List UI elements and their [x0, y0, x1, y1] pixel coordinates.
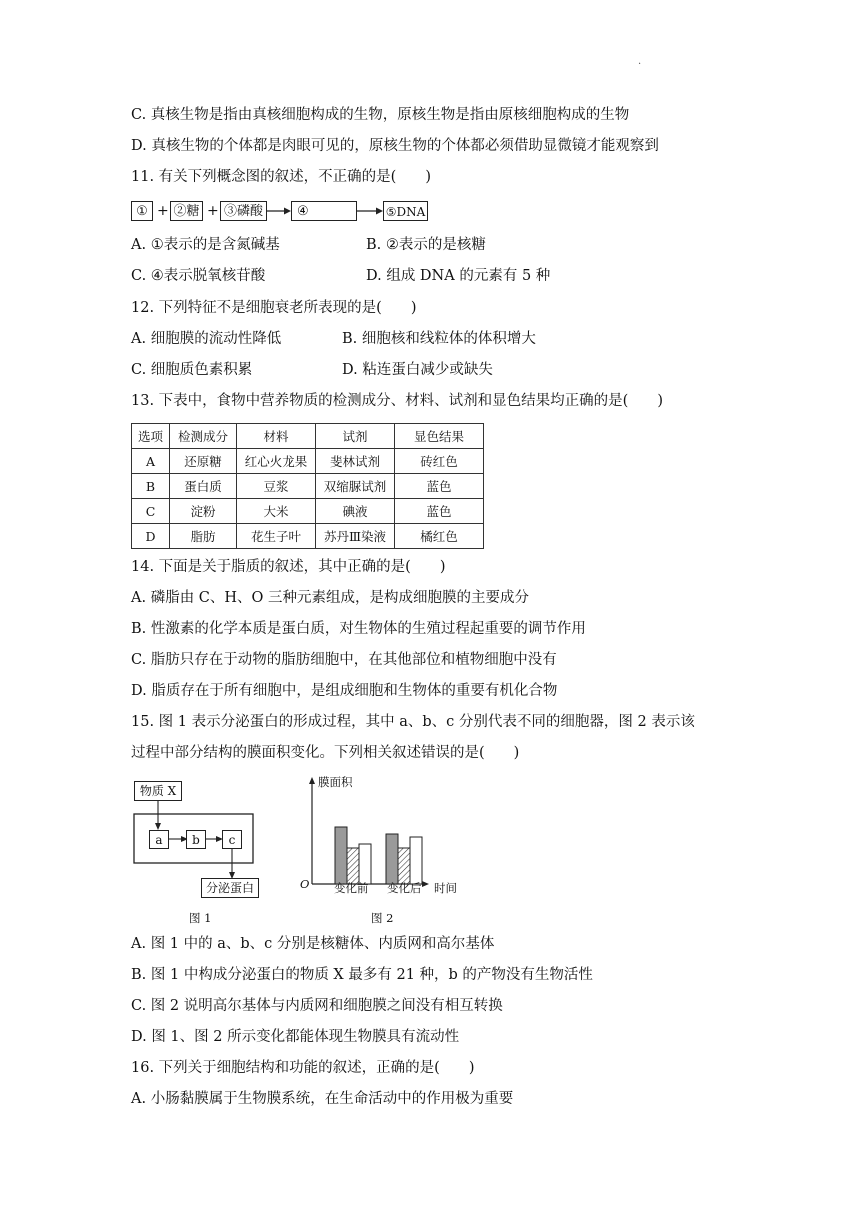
category-after: 变化后	[387, 881, 422, 895]
concept-box-2: ②糖	[170, 201, 203, 221]
table-row	[132, 449, 484, 474]
q14-stem: 14. 下面是关于脂质的叙述，其中正确的是( )	[131, 559, 446, 575]
table-cell: 豆浆	[237, 474, 316, 499]
x-axis-arrow	[422, 881, 429, 887]
q16-option-a: A. 小肠黏膜属于生物膜系统，在生命活动中的作用极为重要	[131, 1091, 514, 1107]
table-cell: 蓝色	[395, 499, 484, 524]
table-header-cell: 选项	[132, 424, 170, 449]
table-cell: 双缩脲试剂	[316, 474, 395, 499]
y-axis-label: 膜面积	[318, 775, 353, 789]
q15-option-b: B. 图 1 中构成分泌蛋白的物质 X 最多有 21 种，b 的产物没有生物活性	[131, 967, 593, 983]
q14-option-b: B. 性激素的化学本质是蛋白质，对生物体的生殖过程起重要的调节作用	[131, 621, 586, 637]
q13-table	[131, 423, 484, 549]
q11-option-c: C. ④表示脱氧核苷酸	[131, 268, 266, 284]
table-row	[132, 524, 484, 549]
q13-stem: 13. 下表中，食物中营养物质的检测成分、材料、试剂和显色结果均正确的是( )	[131, 393, 663, 409]
concept-box-4: ④	[291, 201, 357, 221]
q15-stem-line2: 过程中部分结构的膜面积变化。下列相关叙述错误的是( )	[131, 745, 520, 761]
bar-after-er	[386, 834, 398, 884]
table-cell: C	[132, 499, 170, 524]
table-cell: 蛋白质	[170, 474, 237, 499]
q15-option-d: D. 图 1、图 2 所示变化都能体现生物膜具有流动性	[131, 1029, 460, 1045]
q14-option-a: A. 磷脂由 C、H、O 三种元素组成，是构成细胞膜的主要成分	[131, 590, 530, 606]
bar-after-golgi	[398, 848, 410, 884]
q12-option-b: B. 细胞核和线粒体的体积增大	[342, 331, 536, 347]
header-mark: .	[638, 56, 642, 67]
q12-stem: 12. 下列特征不是细胞衰老所表现的是( )	[131, 300, 417, 316]
q11-option-d: D. 组成 DNA 的元素有 5 种	[366, 268, 551, 284]
table-cell: B	[132, 474, 170, 499]
table-cell: 苏丹Ⅲ染液	[316, 524, 395, 549]
organelle-a: a	[149, 830, 169, 849]
table-cell: 砖红色	[395, 449, 484, 474]
category-before: 变化前	[334, 881, 369, 895]
q14-option-c: C. 脂肪只存在于动物的脂肪细胞中，在其他部位和植物细胞中没有	[131, 652, 557, 668]
secreted-protein-box: 分泌蛋白	[201, 878, 259, 898]
q11-option-a: A. ①表示的是含氮碱基	[131, 237, 280, 253]
q12-option-a: A. 细胞膜的流动性降低	[131, 331, 282, 347]
q16-stem: 16. 下列关于细胞结构和功能的叙述，正确的是( )	[131, 1060, 475, 1076]
q10-option-c: C. 真核生物是指由真核细胞构成的生物，原核生物是指由原核细胞构成的生物	[131, 107, 630, 123]
table-header-cell: 检测成分	[170, 424, 237, 449]
q15-stem-line1: 15. 图 1 表示分泌蛋白的形成过程，其中 a、b、c 分别代表不同的细胞器，图 2 表示该	[131, 714, 695, 730]
bar-before-membrane	[359, 844, 371, 884]
figure-1	[131, 778, 271, 928]
concept-plus-1: +	[157, 203, 169, 219]
figure-1-diagram	[131, 778, 271, 928]
arrow-head	[155, 823, 161, 830]
q10-option-d: D. 真核生物的个体都是肉眼可见的，原核生物的个体都必须借助显微镜才能观察到	[131, 138, 659, 154]
concept-map	[131, 199, 451, 229]
q11-option-b: B. ②表示的是核糖	[366, 237, 486, 253]
table-cell: 蓝色	[395, 474, 484, 499]
table-header-cell: 材料	[237, 424, 316, 449]
bar-before-er	[335, 827, 347, 884]
table-cell: 斐林试剂	[316, 449, 395, 474]
organelle-c: c	[222, 830, 242, 849]
table-row	[132, 474, 484, 499]
table-cell: 还原糖	[170, 449, 237, 474]
q12-option-d: D. 粘连蛋白减少或缺失	[342, 362, 493, 378]
table-cell: 红心火龙果	[237, 449, 316, 474]
q15-option-a: A. 图 1 中的 a、b、c 分别是核糖体、内质网和高尔基体	[131, 936, 495, 952]
figure-2	[296, 774, 466, 930]
q12-option-c: C. 细胞质色素积累	[131, 362, 253, 378]
table-cell: D	[132, 524, 170, 549]
concept-box-5: ⑤DNA	[383, 201, 428, 221]
x-axis-label: 时间	[434, 881, 457, 895]
table-cell: 淀粉	[170, 499, 237, 524]
concept-box-3: ③磷酸	[220, 201, 267, 221]
arrow-right-icon	[357, 203, 383, 219]
q15-option-c: C. 图 2 说明高尔基体与内质网和细胞膜之间没有相互转换	[131, 998, 503, 1014]
figure-1-caption: 图 1	[189, 911, 212, 925]
arrow-right-icon	[267, 203, 291, 219]
concept-plus-2: +	[207, 203, 219, 219]
table-header-row	[132, 424, 484, 449]
substance-x-box: 物质 X	[134, 781, 182, 801]
q11-stem: 11. 有关下列概念图的叙述，不正确的是( )	[131, 169, 431, 185]
table-header-cell: 显色结果	[395, 424, 484, 449]
y-axis-arrow	[309, 777, 315, 784]
table-cell: 大米	[237, 499, 316, 524]
table-cell: 橘红色	[395, 524, 484, 549]
table-row	[132, 499, 484, 524]
table-cell: A	[132, 449, 170, 474]
table-cell: 碘液	[316, 499, 395, 524]
organelle-b: b	[186, 830, 206, 849]
table-cell: 花生子叶	[237, 524, 316, 549]
table-header-cell: 试剂	[316, 424, 395, 449]
table-cell: 脂肪	[170, 524, 237, 549]
bar-after-membrane	[410, 837, 422, 884]
concept-box-1: ①	[131, 201, 153, 221]
bar-before-golgi	[347, 848, 359, 884]
q14-option-d: D. 脂质存在于所有细胞中，是组成细胞和生物体的重要有机化合物	[131, 683, 558, 699]
origin-label: O	[300, 877, 310, 891]
figure-2-chart	[296, 774, 466, 930]
figure-2-caption: 图 2	[371, 911, 394, 925]
